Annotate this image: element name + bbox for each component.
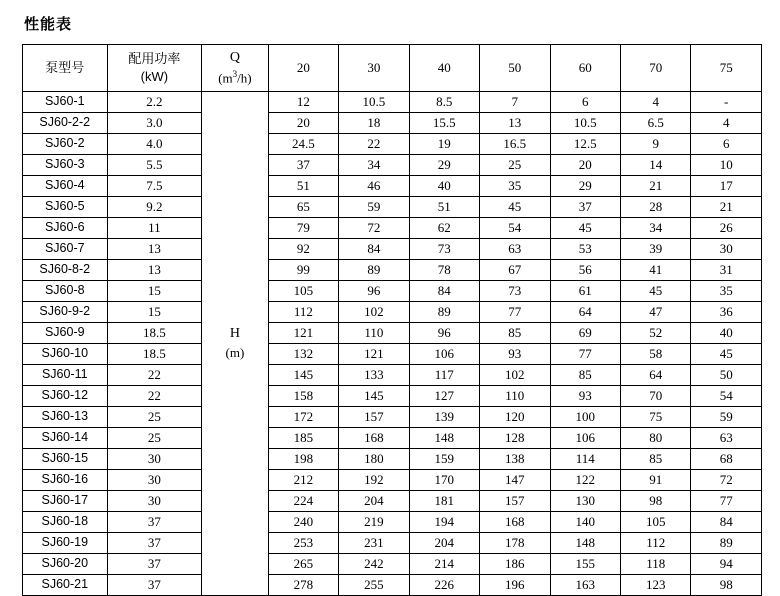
cell-head-40: 226	[409, 575, 479, 596]
cell-power: 22	[107, 386, 202, 407]
cell-model: SJ60-20	[23, 554, 108, 575]
cell-head-70: 6.5	[620, 113, 690, 134]
header-q-unit-pre: (m	[218, 70, 233, 86]
cell-head-30: 59	[339, 197, 409, 218]
cell-head-75: 17	[691, 176, 762, 197]
cell-head-30: 204	[339, 491, 409, 512]
cell-head-20: 265	[268, 554, 338, 575]
cell-power: 37	[107, 554, 202, 575]
cell-head-30: 89	[339, 260, 409, 281]
cell-head-60: 29	[550, 176, 620, 197]
cell-head-60: 20	[550, 155, 620, 176]
cell-head-50: 77	[480, 302, 550, 323]
cell-head-70: 28	[620, 197, 690, 218]
cell-head-20: 121	[268, 323, 338, 344]
cell-head-60: 155	[550, 554, 620, 575]
cell-head-20: 278	[268, 575, 338, 596]
cell-power: 3.0	[107, 113, 202, 134]
cell-head-70: 91	[620, 470, 690, 491]
cell-model: SJ60-10	[23, 344, 108, 365]
cell-head-40: 139	[409, 407, 479, 428]
cell-head-30: 46	[339, 176, 409, 197]
cell-head-30: 102	[339, 302, 409, 323]
cell-head-60: 37	[550, 197, 620, 218]
header-power-line2: (kW)	[140, 69, 169, 84]
cell-head-60: 140	[550, 512, 620, 533]
header-flow-60: 60	[550, 45, 620, 92]
cell-head-75: 4	[691, 113, 762, 134]
cell-head-20: 132	[268, 344, 338, 365]
cell-head-75: 89	[691, 533, 762, 554]
cell-head-60: 69	[550, 323, 620, 344]
cell-model: SJ60-16	[23, 470, 108, 491]
cell-head-40: 148	[409, 428, 479, 449]
table-row	[23, 155, 762, 176]
cell-model: SJ60-9	[23, 323, 108, 344]
cell-h-label	[202, 92, 268, 596]
cell-head-60: 77	[550, 344, 620, 365]
cell-head-40: 96	[409, 323, 479, 344]
cell-head-20: 51	[268, 176, 338, 197]
cell-model: SJ60-2-2	[23, 113, 108, 134]
cell-head-40: 117	[409, 365, 479, 386]
cell-head-70: 41	[620, 260, 690, 281]
cell-power: 2.2	[107, 92, 202, 113]
cell-head-50: 157	[480, 491, 550, 512]
cell-head-20: 198	[268, 449, 338, 470]
cell-head-20: 105	[268, 281, 338, 302]
cell-power: 37	[107, 575, 202, 596]
table-row	[23, 197, 762, 218]
cell-head-20: 172	[268, 407, 338, 428]
header-flow-75: 75	[691, 45, 762, 92]
cell-model: SJ60-2	[23, 134, 108, 155]
cell-head-50: 147	[480, 470, 550, 491]
cell-head-60: 61	[550, 281, 620, 302]
cell-head-70: 118	[620, 554, 690, 575]
cell-head-50: 178	[480, 533, 550, 554]
cell-head-50: 168	[480, 512, 550, 533]
table-row	[23, 533, 762, 554]
header-q-unit	[202, 68, 267, 87]
cell-head-75: 31	[691, 260, 762, 281]
cell-head-60: 106	[550, 428, 620, 449]
cell-head-20: 158	[268, 386, 338, 407]
cell-head-20: 99	[268, 260, 338, 281]
table-row	[23, 428, 762, 449]
cell-head-60: 163	[550, 575, 620, 596]
cell-head-70: 58	[620, 344, 690, 365]
cell-head-75: 6	[691, 134, 762, 155]
cell-head-50: 93	[480, 344, 550, 365]
cell-head-75: 45	[691, 344, 762, 365]
cell-head-20: 20	[268, 113, 338, 134]
table-row	[23, 470, 762, 491]
table-row	[23, 554, 762, 575]
cell-head-70: 52	[620, 323, 690, 344]
cell-head-75: 84	[691, 512, 762, 533]
cell-model: SJ60-15	[23, 449, 108, 470]
cell-model: SJ60-14	[23, 428, 108, 449]
header-flow-70: 70	[620, 45, 690, 92]
cell-head-20: 65	[268, 197, 338, 218]
cell-head-70: 14	[620, 155, 690, 176]
cell-head-40: 106	[409, 344, 479, 365]
cell-model: SJ60-19	[23, 533, 108, 554]
cell-model: SJ60-4	[23, 176, 108, 197]
cell-head-30: 10.5	[339, 92, 409, 113]
cell-head-70: 21	[620, 176, 690, 197]
cell-head-70: 75	[620, 407, 690, 428]
h-symbol: H	[229, 326, 240, 342]
cell-head-50: 67	[480, 260, 550, 281]
cell-head-75: 59	[691, 407, 762, 428]
cell-head-30: 84	[339, 239, 409, 260]
cell-head-30: 110	[339, 323, 409, 344]
cell-head-20: 224	[268, 491, 338, 512]
table-row	[23, 386, 762, 407]
cell-head-75: 40	[691, 323, 762, 344]
cell-head-40: 40	[409, 176, 479, 197]
cell-power: 11	[107, 218, 202, 239]
cell-head-20: 212	[268, 470, 338, 491]
cell-head-75: 98	[691, 575, 762, 596]
cell-head-70: 123	[620, 575, 690, 596]
header-q-unit-sup: 3	[232, 69, 238, 79]
cell-power: 9.2	[107, 197, 202, 218]
cell-head-40: 51	[409, 197, 479, 218]
table-row	[23, 281, 762, 302]
cell-head-70: 9	[620, 134, 690, 155]
cell-head-40: 89	[409, 302, 479, 323]
cell-head-50: 110	[480, 386, 550, 407]
header-flow-30: 30	[339, 45, 409, 92]
page-title: 性能表	[24, 16, 73, 33]
cell-head-60: 10.5	[550, 113, 620, 134]
cell-head-40: 19	[409, 134, 479, 155]
cell-head-70: 64	[620, 365, 690, 386]
cell-head-50: 102	[480, 365, 550, 386]
cell-head-40: 214	[409, 554, 479, 575]
cell-head-75: 63	[691, 428, 762, 449]
cell-model: SJ60-13	[23, 407, 108, 428]
table-row	[23, 260, 762, 281]
cell-head-60: 93	[550, 386, 620, 407]
cell-head-30: 242	[339, 554, 409, 575]
cell-head-20: 92	[268, 239, 338, 260]
cell-head-50: 128	[480, 428, 550, 449]
cell-head-20: 253	[268, 533, 338, 554]
cell-head-40: 78	[409, 260, 479, 281]
cell-head-50: 35	[480, 176, 550, 197]
cell-head-50: 16.5	[480, 134, 550, 155]
cell-head-70: 70	[620, 386, 690, 407]
cell-head-50: 54	[480, 218, 550, 239]
cell-head-70: 4	[620, 92, 690, 113]
cell-head-70: 98	[620, 491, 690, 512]
cell-head-40: 84	[409, 281, 479, 302]
table-row	[23, 323, 762, 344]
cell-head-40: 73	[409, 239, 479, 260]
cell-head-60: 100	[550, 407, 620, 428]
cell-power: 15	[107, 302, 202, 323]
cell-head-60: 64	[550, 302, 620, 323]
header-row	[23, 45, 762, 92]
cell-model: SJ60-11	[23, 365, 108, 386]
table-row	[23, 365, 762, 386]
table-row	[23, 449, 762, 470]
cell-head-75: 54	[691, 386, 762, 407]
cell-head-50: 45	[480, 197, 550, 218]
table-row	[23, 407, 762, 428]
cell-power: 37	[107, 533, 202, 554]
cell-head-40: 127	[409, 386, 479, 407]
cell-head-70: 39	[620, 239, 690, 260]
cell-head-50: 63	[480, 239, 550, 260]
table-row	[23, 92, 762, 113]
cell-head-75: 10	[691, 155, 762, 176]
cell-head-60: 45	[550, 218, 620, 239]
cell-head-30: 96	[339, 281, 409, 302]
cell-head-20: 12	[268, 92, 338, 113]
cell-head-75: 35	[691, 281, 762, 302]
cell-head-60: 12.5	[550, 134, 620, 155]
cell-head-75: 36	[691, 302, 762, 323]
cell-power: 18.5	[107, 323, 202, 344]
table-row	[23, 302, 762, 323]
cell-power: 13	[107, 260, 202, 281]
header-flow-50: 50	[480, 45, 550, 92]
cell-head-50: 138	[480, 449, 550, 470]
cell-head-30: 18	[339, 113, 409, 134]
cell-head-70: 80	[620, 428, 690, 449]
cell-head-20: 24.5	[268, 134, 338, 155]
cell-head-40: 204	[409, 533, 479, 554]
cell-head-40: 29	[409, 155, 479, 176]
cell-head-40: 62	[409, 218, 479, 239]
cell-head-70: 45	[620, 281, 690, 302]
cell-head-30: 168	[339, 428, 409, 449]
cell-head-40: 181	[409, 491, 479, 512]
cell-power: 25	[107, 428, 202, 449]
cell-head-70: 85	[620, 449, 690, 470]
cell-head-60: 53	[550, 239, 620, 260]
cell-power: 22	[107, 365, 202, 386]
cell-head-20: 145	[268, 365, 338, 386]
cell-head-70: 47	[620, 302, 690, 323]
cell-head-40: 170	[409, 470, 479, 491]
cell-head-30: 34	[339, 155, 409, 176]
table-row	[23, 176, 762, 197]
cell-head-75: 68	[691, 449, 762, 470]
table-row	[23, 575, 762, 596]
cell-power: 25	[107, 407, 202, 428]
cell-head-20: 185	[268, 428, 338, 449]
header-power-line1: 配用功率	[128, 51, 181, 67]
cell-model: SJ60-18	[23, 512, 108, 533]
cell-power: 30	[107, 449, 202, 470]
cell-head-30: 231	[339, 533, 409, 554]
cell-head-30: 219	[339, 512, 409, 533]
header-q-unit-post: /h)	[237, 70, 252, 86]
cell-head-50: 25	[480, 155, 550, 176]
cell-head-50: 85	[480, 323, 550, 344]
table-row	[23, 512, 762, 533]
cell-head-30: 255	[339, 575, 409, 596]
header-power	[107, 45, 202, 92]
cell-head-75: 26	[691, 218, 762, 239]
cell-model: SJ60-9-2	[23, 302, 108, 323]
cell-head-50: 196	[480, 575, 550, 596]
cell-head-50: 73	[480, 281, 550, 302]
cell-head-70: 34	[620, 218, 690, 239]
cell-head-75: 50	[691, 365, 762, 386]
cell-power: 30	[107, 470, 202, 491]
cell-head-40: 159	[409, 449, 479, 470]
cell-head-60: 114	[550, 449, 620, 470]
cell-head-70: 112	[620, 533, 690, 554]
table-row	[23, 491, 762, 512]
cell-head-30: 145	[339, 386, 409, 407]
cell-head-50: 120	[480, 407, 550, 428]
cell-model: SJ60-1	[23, 92, 108, 113]
cell-head-75: 30	[691, 239, 762, 260]
table-row	[23, 239, 762, 260]
cell-power: 30	[107, 491, 202, 512]
h-unit: (m)	[225, 345, 245, 361]
cell-head-75: -	[691, 92, 762, 113]
cell-head-40: 194	[409, 512, 479, 533]
table-body	[23, 92, 762, 596]
cell-power: 18.5	[107, 344, 202, 365]
table-row	[23, 344, 762, 365]
cell-head-30: 121	[339, 344, 409, 365]
header-q-symbol: Q	[229, 50, 240, 66]
cell-head-50: 186	[480, 554, 550, 575]
cell-model: SJ60-21	[23, 575, 108, 596]
cell-power: 5.5	[107, 155, 202, 176]
cell-head-60: 130	[550, 491, 620, 512]
cell-head-75: 94	[691, 554, 762, 575]
cell-head-75: 72	[691, 470, 762, 491]
cell-head-50: 13	[480, 113, 550, 134]
performance-table	[22, 44, 762, 596]
cell-head-30: 72	[339, 218, 409, 239]
cell-model: SJ60-5	[23, 197, 108, 218]
cell-model: SJ60-7	[23, 239, 108, 260]
cell-head-75: 21	[691, 197, 762, 218]
table-row	[23, 134, 762, 155]
cell-head-60: 85	[550, 365, 620, 386]
cell-head-20: 37	[268, 155, 338, 176]
cell-power: 37	[107, 512, 202, 533]
cell-head-30: 22	[339, 134, 409, 155]
cell-power: 7.5	[107, 176, 202, 197]
cell-head-60: 6	[550, 92, 620, 113]
table-row	[23, 218, 762, 239]
cell-model: SJ60-3	[23, 155, 108, 176]
cell-model: SJ60-6	[23, 218, 108, 239]
cell-head-40: 15.5	[409, 113, 479, 134]
cell-head-30: 192	[339, 470, 409, 491]
header-model: 泵型号	[23, 45, 108, 92]
cell-head-60: 122	[550, 470, 620, 491]
cell-head-20: 79	[268, 218, 338, 239]
cell-power: 15	[107, 281, 202, 302]
cell-power: 13	[107, 239, 202, 260]
cell-head-30: 180	[339, 449, 409, 470]
cell-head-20: 112	[268, 302, 338, 323]
header-q	[202, 45, 268, 92]
cell-head-70: 105	[620, 512, 690, 533]
cell-head-60: 148	[550, 533, 620, 554]
cell-head-30: 157	[339, 407, 409, 428]
table-header	[23, 45, 762, 92]
header-flow-40: 40	[409, 45, 479, 92]
cell-head-20: 240	[268, 512, 338, 533]
table-row	[23, 113, 762, 134]
cell-model: SJ60-8	[23, 281, 108, 302]
cell-head-60: 56	[550, 260, 620, 281]
cell-model: SJ60-17	[23, 491, 108, 512]
cell-head-40: 8.5	[409, 92, 479, 113]
header-flow-20: 20	[268, 45, 338, 92]
cell-head-30: 133	[339, 365, 409, 386]
cell-head-50: 7	[480, 92, 550, 113]
cell-model: SJ60-12	[23, 386, 108, 407]
cell-head-75: 77	[691, 491, 762, 512]
cell-power: 4.0	[107, 134, 202, 155]
cell-model: SJ60-8-2	[23, 260, 108, 281]
